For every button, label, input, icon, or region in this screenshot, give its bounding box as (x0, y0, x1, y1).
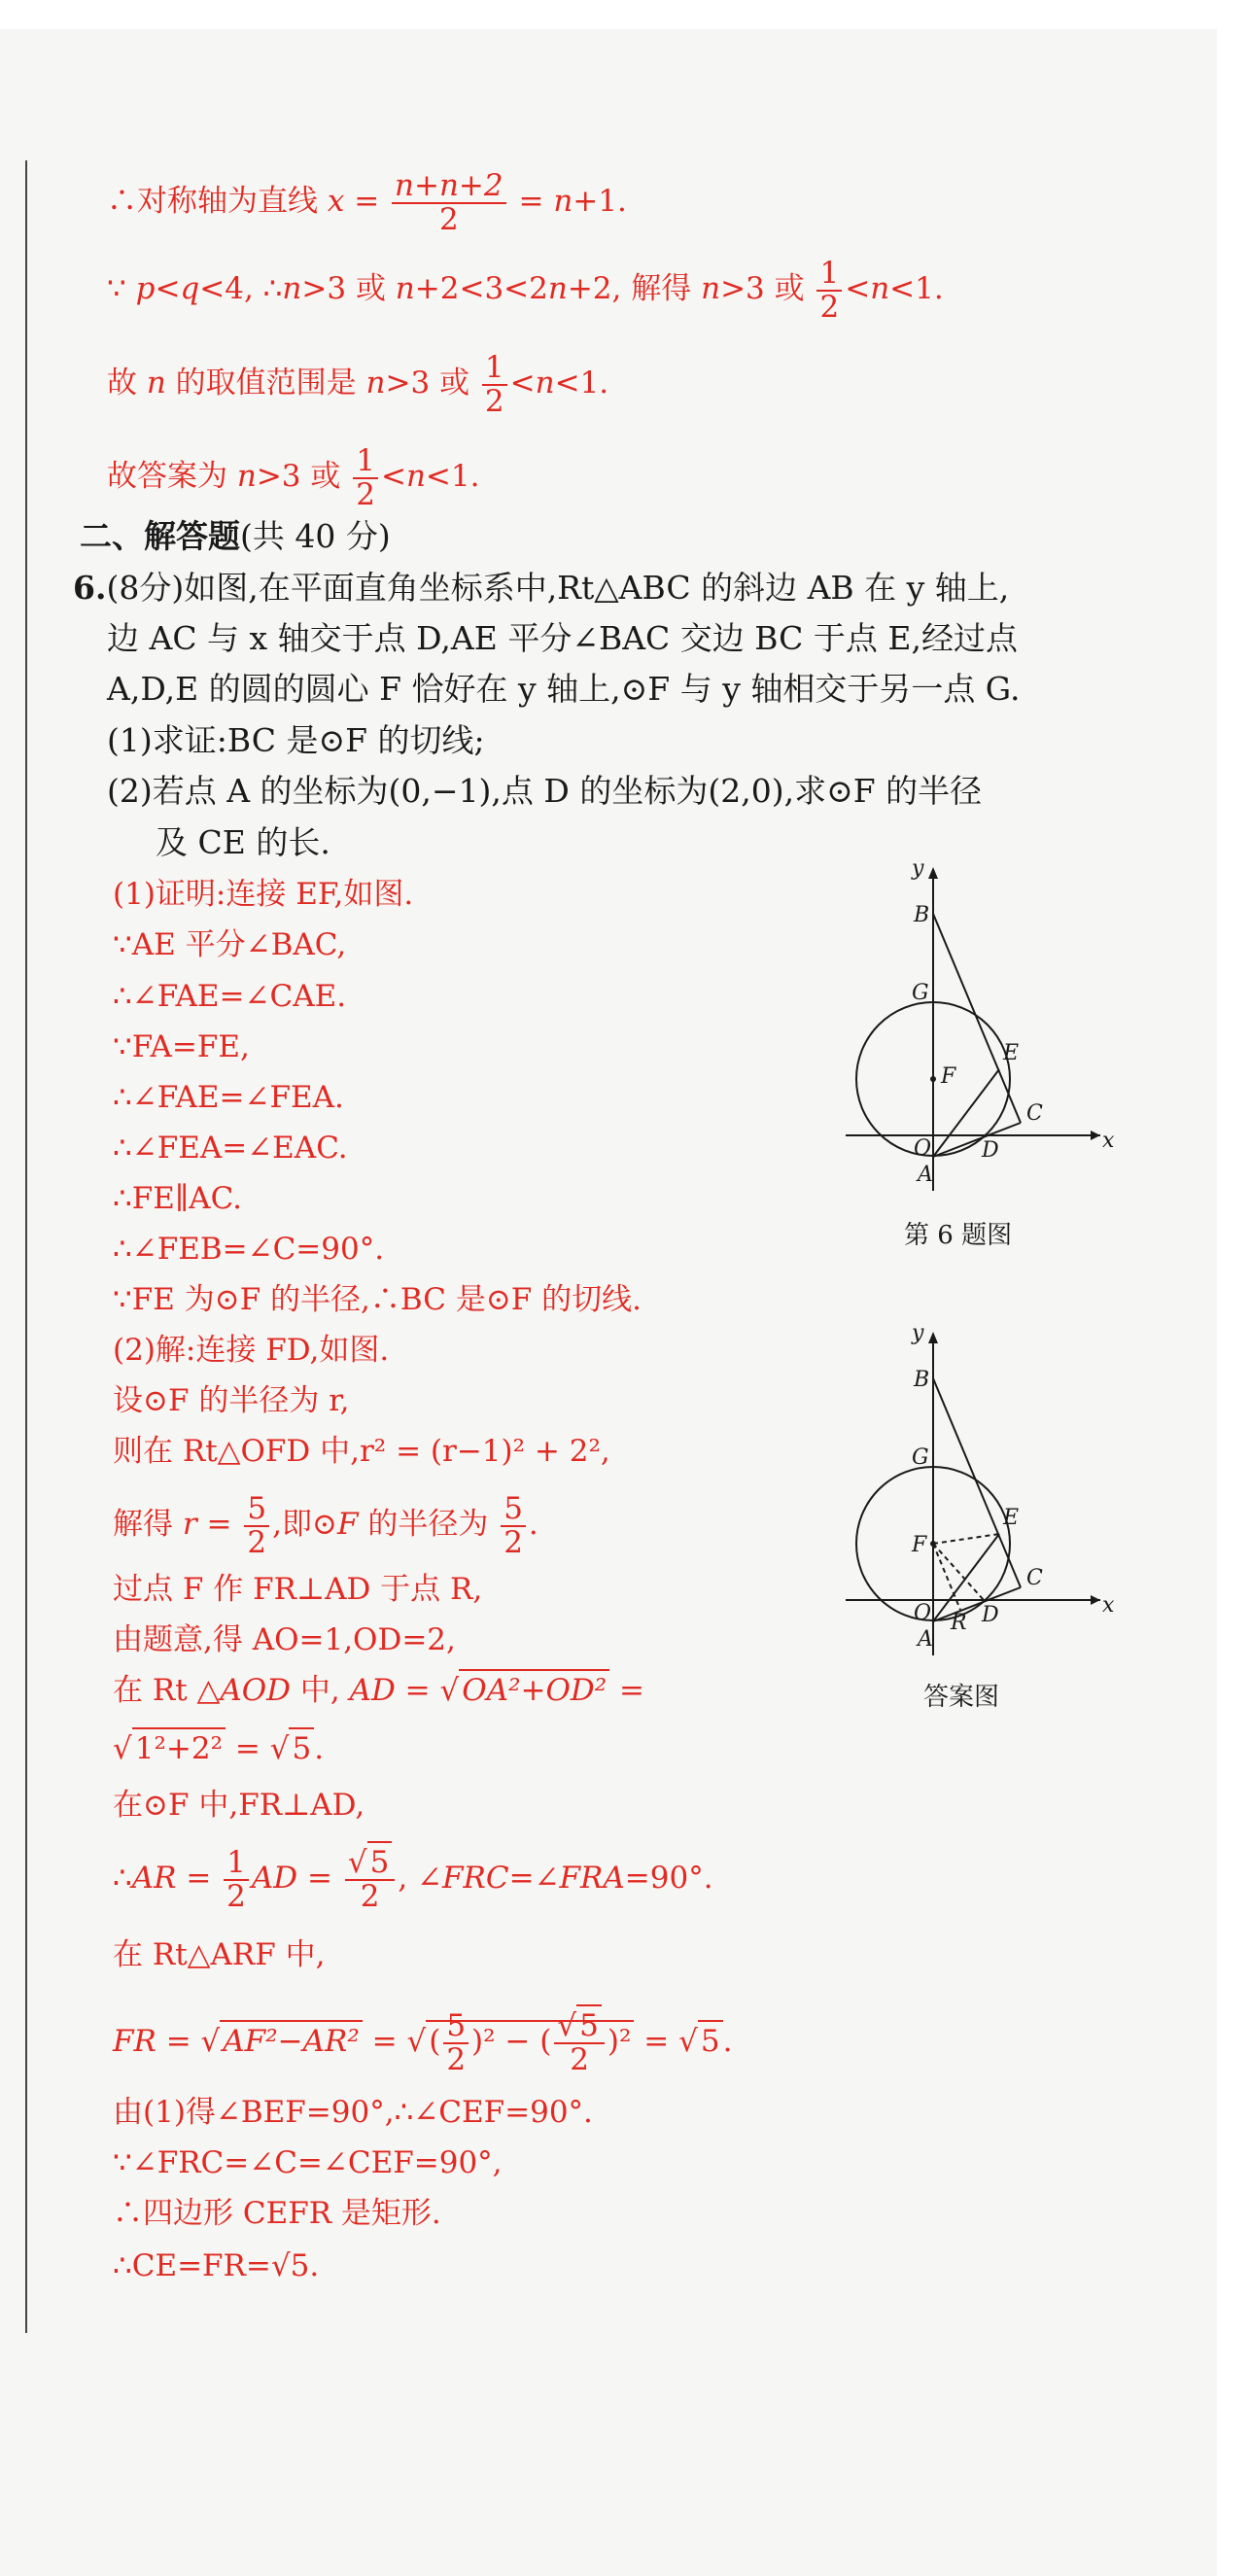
solution-line: (2)解:连接 FD,如图. (113, 1333, 390, 1368)
solution-line: ∴FE∥AC. (113, 1181, 243, 1216)
point-label-g: G (912, 1445, 929, 1470)
point-label-d: D (982, 1138, 999, 1163)
solution-line: ∴∠FAE=∠FEA. (113, 1080, 344, 1115)
solution-line: ∴∠FAE=∠CAE. (113, 979, 347, 1014)
point-label-f: F (912, 1533, 927, 1557)
figure-problem-6 (836, 855, 1128, 1205)
point-label-d: D (982, 1603, 999, 1627)
figure-caption-2: 答案图 (923, 1683, 1000, 1712)
solution-line-radius: 解得 r = $\frac{5}{2}$ ,即⊙F 的半径为 $\frac{5}{2}$ . (113, 1491, 538, 1560)
solution-line: ∵∠FRC=∠C=∠CEF=90°, (113, 2145, 503, 2180)
point-label-o: O (914, 1136, 932, 1161)
solution-line: 设⊙F 的半径为 r, (113, 1383, 350, 1418)
solution-line: 在 Rt△ARF 中, (113, 1937, 326, 1972)
axis-label-x: x (1102, 1593, 1115, 1618)
solution-line: 过点 F 作 FR⊥AD 于点 R, (113, 1572, 483, 1607)
point-label-b: B (914, 1368, 930, 1392)
margin-rule (25, 160, 27, 2333)
point-label-c: C (1026, 1101, 1043, 1126)
point-label-b: B (914, 903, 930, 927)
point-label-e: E (1003, 1506, 1020, 1530)
figure-caption-1: 第 6 题图 (904, 1221, 1013, 1250)
solution-line-ar: ∴AR = $\frac{1}{2}$ AD = $\frac{√5}{2}$ , ∠FRC=∠FRA=90°. (113, 1847, 713, 1912)
axis-label-y: y (912, 856, 924, 881)
axis-label-x: x (1102, 1129, 1115, 1153)
question-2b: 及 CE 的长. (156, 823, 330, 861)
solution-line: ∵FE 为⊙F 的半径,∴BC 是⊙F 的切线. (113, 1282, 642, 1317)
solution-line-ad: 在 Rt △AOD 中, AD = √OA²+OD² = (113, 1676, 644, 1706)
answer-line-4: 故答案为 n>3 或 $\frac{1}{2}$ <n<1. (107, 443, 480, 512)
problem-line-2: 边 AC 与 x 轴交于点 D,AE 平分∠BAC 交边 BC 于点 E,经过点 (107, 619, 1018, 657)
solution-line: ∴四边形 CEFR 是矩形. (113, 2196, 441, 2231)
point-label-f: F (941, 1064, 956, 1089)
solution-line: ∴∠FEA=∠EAC. (113, 1131, 348, 1166)
solution-line: ∵AE 平分∠BAC, (113, 927, 347, 962)
answer-line-2: ∵ p<q<4, ∴n>3 或 n+2<3<2n+2, 解得 n>3 或 $\frac{1}{2}$ <n<1. (107, 256, 944, 325)
question-1: (1)求证:BC 是⊙F 的切线; (107, 721, 485, 759)
problem-line-1: 6.(8分)如图,在平面直角坐标系中,Rt△ABC 的斜边 AB 在 y 轴上, (73, 569, 1010, 607)
point-label-o: O (914, 1601, 932, 1625)
solution-line-fr: FR = √AF²−AR² = √( $\frac{5}{2}$ )² − ( $\frac{√5}{2}$ )² = √5. (113, 2010, 732, 2075)
solution-line-sqrt5: √1²+2² = √5. (113, 1734, 324, 1764)
solution-line: 则在 Rt△OFD 中,r² = (r−1)² + 2², (113, 1434, 610, 1469)
question-2a: (2)若点 A 的坐标为(0,−1),点 D 的坐标为(2,0),求⊙F 的半径 (107, 772, 983, 810)
point-label-a: A (918, 1163, 933, 1187)
solution-line: 在⊙F 中,FR⊥AD, (113, 1788, 365, 1823)
answer-line-3: 故 n 的取值范围是 n>3 或 $\frac{1}{2}$ <n<1. (107, 350, 609, 419)
solution-line: 由(1)得∠BEF=90°,∴∠CEF=90°. (113, 2095, 593, 2130)
solution-line: ∴∠FEB=∠C=90°. (113, 1232, 385, 1267)
point-label-g: G (912, 981, 929, 1005)
point-label-c: C (1026, 1566, 1043, 1590)
axis-label-y: y (912, 1321, 924, 1345)
point-label-r: R (951, 1611, 967, 1635)
solution-line: ∵FA=FE, (113, 1029, 250, 1064)
point-label-e: E (1003, 1041, 1020, 1065)
solution-line: 由题意,得 AO=1,OD=2, (113, 1622, 456, 1657)
answer-line-1: ∴对称轴为直线 x = $\frac{n+n+2}{2}$ = n+1. (107, 168, 627, 237)
solution-line: ∴CE=FR=√5. (113, 2248, 320, 2283)
problem-line-3: A,D,E 的圆的圆心 F 恰好在 y 轴上,⊙F 与 y 轴相交于另一点 G. (107, 670, 1021, 708)
section-header: 二、解答题(共 40 分) (80, 517, 391, 555)
solution-line: (1)证明:连接 EF,如图. (113, 877, 414, 912)
point-label-a: A (918, 1627, 933, 1652)
figure-answer (836, 1320, 1128, 1670)
